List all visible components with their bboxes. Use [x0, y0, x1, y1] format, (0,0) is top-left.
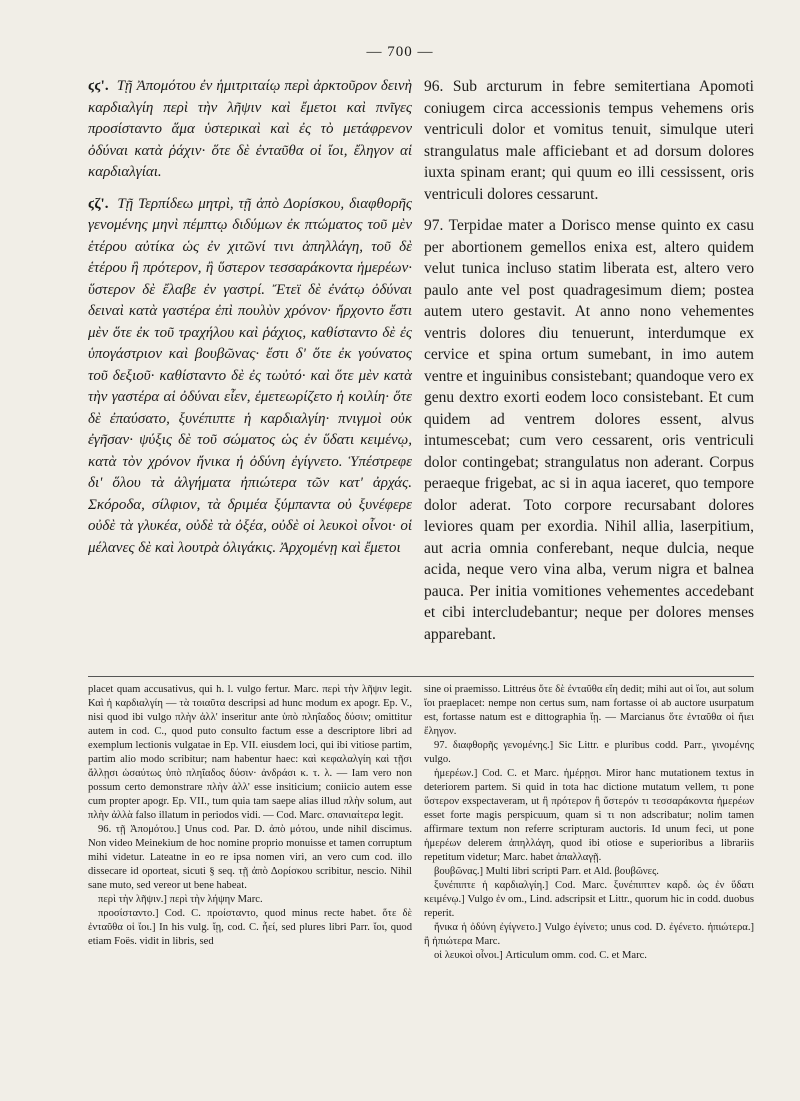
footnote: 96. τῇ Ἀπομότου.] Unus cod. Par. D. ἀπὸ μότου, unde nihil discimus. Non video Meinekium de hoc nomine proprio monuisse et tamen corruptum mihi videtur. Lateatne in eo re ipsa nomen viri, an vero cum cod. illo dissecare id oporteat, sicuti § seq. τῇ ἀπὸ Δορίσκου scribitur, nescio. Nihil sane muto, sed vereor ut bene habeat. — [88, 824, 412, 891]
footnote: περὶ τὴν λῆψιν.] περὶ τὴν λήψην Marc. — [98, 894, 263, 905]
latin-section-97: 97. Terpidae mater a Dorisco mense quinto ex casu per abortionem gemellos enixa est, altero quidem velut tunica incluso statim liberata est, altero vero paulo ante vel post quadragesimum diem; postea autem utero gestavit. At anno nono vehementes ventris dolores diu tenuerunt, interdumque ex cervice et spina ortum sumebant, in imo autem ventre et inguinibus consistebant; quandoque vero ex genu dextro exorti eodem loco consistebant. Et cum quidem ad ventrem dolores essent, alvus intumescebat; cum vero cessarent, oris ventriculi dolor contingebat; strangulatus non aderant. Corpus peraeque frigebat, ac si in aqua iaceret, quo tempore dolor aderat. Toto corpore recursabant dolores leviores quam per exordia. Nihil allia, laserpitium, aut acria omnia conferebant, neque dulcia, neque acida, neque vero vina alba, verum nigra et balnea pauca. Per initia vomitiones vehementes accedebant et cibi intercludebantur; neque per dolores menses apparebant. — [424, 217, 754, 643]
section-mark-97: ϛζ'. — [88, 195, 109, 212]
greek-section-97 — [88, 194, 412, 560]
footnote: 97. διαφθορῆς γενομένης.] Sic Littr. e pluribus codd. Parr., γινομένης vulgo. — [424, 740, 754, 765]
footnote: ἤνικα ἡ ὀδύνη ἐγίγνετο.] Vulgo ἐγίνετο; unus cod. D. ἐγένετο. ἠπιώτερα.] ἢ ἠπιώτερα Marc. — [424, 922, 754, 947]
greek-text-column — [88, 76, 412, 569]
greek-section-97-text: Τῇ Τερπίδεω μητρὶ, τῇ ἀπὸ Δορίσκου, διαφθορῆς γενομένης μηνὶ πέμπτῳ διδύμων ἐκ πτώματος τοῦ μὲν ἑτέρου αὐτίκα ὡς ἐν χιτῶνί τινι ἀπηλλάγη, τοῦ δὲ ἑτέρου ἢ πρότερον, ἢ ὕστερον τεσσαράκοντα ἡμερέων· ὕστερον δὲ ἔλαβε ἐν γαστρί. Ἔτεϊ δὲ ἐνάτῳ ὀδύναι δειναὶ κατὰ γαστέρα ἐπὶ πουλὺν χρόνον· ἤρχοντο ἔστι μὲν ὅτε ἐκ τοῦ τραχήλου καὶ ῥάχιος, καθίσταντο δὲ ἐς ὑπογάστριον καὶ βουβῶνας· ἔστι δ' ὅτε ἐκ γούνατος τοῦ δεξιοῦ· καθίσταντο δὲ ἐς τωὐτό· καὶ ὅτε μὲν κατὰ τὴν γαστέρα αἱ ὀδύναι εἶεν, ἐμετεωρίζετο ἡ κοιλίη· ὅτε δὲ ἐπαύσατο, ξυνέπιπτε ἡ καρδιαλγίη· πνιγμοὶ οὐκ ἐγῆσαν· ψύξις δὲ τοῦ σώματος ὡς ἐν ὕδατι κειμένῳ, κατὰ τὸν χρόνον ἤνικα ἡ ὀδύνη ἐγίγνετο. Ὑπέστρεφε δι' ὅλου τὰ ἀλγήματα ἠπιώτερα τῶν κατ' ἀρχάς. Σκόροδα, σίλφιον, τὰ δριμέα ξύμπαντα οὐ ξυνέφερε οὐδὲ τὰ γλυκέα, οὐδὲ τὰ ὀξέα, οὐδὲ οἱ λευκοὶ οἶνοι· οἱ μέλανες δὲ καὶ λουτρὰ ὀλιγάκις. Ἀρχομένῃ καὶ ἔμετοι — [88, 195, 412, 556]
footnotes-left-column — [88, 683, 412, 949]
footnote-divider — [88, 676, 754, 677]
greek-section-96-text: Τῇ Ἀπομότου ἐν ἡμιτριταίῳ περὶ ἀρκτοῦρον δεινὴ καρδιαλγίη περὶ τὴν λῆψιν καὶ ἔμετοι καὶ πνῖγες προσίσταντο ἅμα ὑστερικαὶ καὶ ἐς τὸ μετάφρενον ὀδύναι κατὰ ῥάχιν· ὅτε δὲ ἐνταῦθα οἱ ἴοι, ἔληγον αἱ καρδιαλγίαι. — [88, 78, 413, 180]
section-mark-96: ϛϛ'. — [88, 78, 109, 94]
latin-section-96: 96. Sub arcturum in febre semitertiana Apomoti coniugem circa accessionis tempus vehemens oris ventriculi dolor et vomitus tenuit, simulque uteri strangulatus male afficiebant et ad dorsum dolores iuxta spinam erant; qui quum eo illi cessissent, oris ventriculi dolores cessarunt. — [424, 78, 754, 203]
latin-translation-column — [424, 76, 754, 655]
footnote: ἡμερέων.] Cod. C. et Marc. ἡμέρῃσι. Miror hanc mutationem textus in deteriorem partem. Si quid in tota hac dictione mutatum vellem, τι pone ὕστερον exspectaveram, ut ἢ πρότερον ἢ ὕστερόν τι τεσσαράκοντα ἡμερέων esset forte magis perspicuum, quam si τι non adscribatur; nolim tamen affirmare textum non referre scripturam auctoris. Id unum feci, ut pone ἡμερέων delerem ἀπηλλάγη, quod ibi otiose e superioribus a librariis repetitum videtur; Marc. habet ἀπαλλαγῇ. — [424, 768, 754, 863]
footnote: ξυνέπιπτε ἡ καρδιαλγίη.] Cod. Marc. ξυνέπιπτεν καρδ. ὡς ἐν ὕδατι κειμένῳ.] Vulgo ἐν om., Lind. adscripsit et Littr., quorum hic in codd. duobus reperit. — [424, 880, 754, 919]
page-number: — 700 — — [366, 44, 434, 60]
footnotes-right-column — [424, 683, 754, 963]
footnote: placet quam accusativus, qui h. l. vulgo fertur. Marc. περὶ τὴν λῆψιν legit. Καὶ ἡ καρδιαλγίη — τὰ τοιαῦτα descripsi ad hunc modum ex apogr. Ep. V., nisi quod ibi vulgo πλὴν ἀλλ' inseritur ante ὑπὸ πληΐαδος δύσιν; omittitur autem in cod. C., quod puto consulto factum esse a descriptore libri ad exemplum lectionis vulgatae in Ep. VII. eiusdem loci, qui ibi vitiose partim, partim alio modo scribitur; nam habentur haec: καὶ κεφαλαλγίη καὶ τῇσι ἄλλῃσι ὡσαύτως ὑπὸ πληΐαδος δύσιν· ἀνδράσι κ. τ. λ. — Iam vero non possum certo demonstrare πλὴν ἀλλ' esse insiticium; coniicio autem esse cum propter apogr. Ep. VII., tum quia tam saepe alias illud πλὴν solum, aut πλὴν ἀλλὰ falso illatum in periodos vidi. — Cod. Marc. σπανιαίτερα legit. — [88, 684, 412, 821]
footnote: οἱ λευκοὶ οἶνοι.] Articulum omm. cod. C. et Marc. — [434, 950, 647, 961]
greek-section-96 — [88, 76, 412, 184]
footnote: βουβῶνας.] Multi libri scripti Parr. et Ald. βουβῶνες. — [434, 866, 659, 877]
footnote: προσίσταντο.] Cod. C. προίσταντο, quod minus recte habet. ὅτε δὲ ἐνταῦθα οἱ ἴοι.] In his vulg. ἴῃ, cod. C. ἦεί, sed plures libri Parr. ἴοι, quod etiam Foës. vidit in libris, sed — [88, 908, 412, 947]
footnote: sine οἱ praemisso. Littréus ὅτε δὲ ἐνταῦθα εἴη dedit; mihi aut οἱ ἴοι, aut solum ἴοι praeplacet: nempe non certus sum, nam fortasse οἱ ab auctore usurpatum est, fortasse natum est e dittographia ἴῃ. — Marcianus ὅτε ἐνταῦθα οἱ ἤιει ἔληγον. — [424, 684, 754, 737]
